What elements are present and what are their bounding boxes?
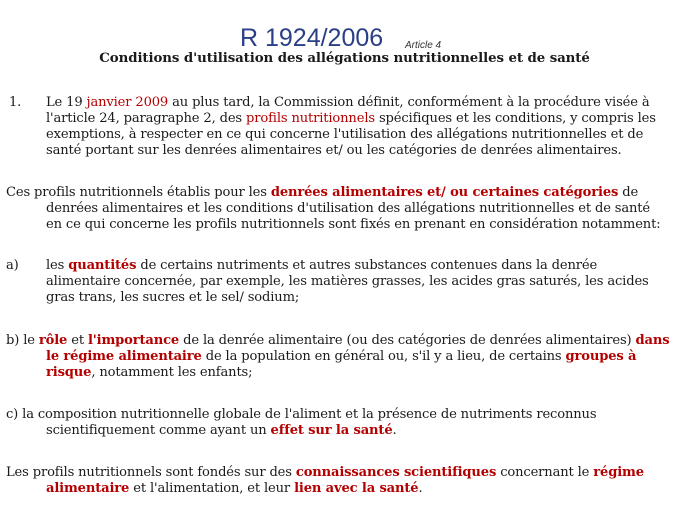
paragraph-1-line-3: exemptions, à respecter en ce qui concerne l'utilisation des allégations nutritionnelles et de [46, 127, 644, 142]
paragraph-1-number: 1. [9, 95, 22, 110]
item-b-line-2: le régime alimentaire de la population en général ou, s'il y a lieu, de certains groupes à [46, 349, 637, 364]
item-c-line-2: scientifiquement comme ayant un effet sur la santé. [46, 423, 397, 438]
page-heading: Conditions d'utilisation des allégations nutritionnelles et de santé [99, 50, 590, 66]
item-c-line-1: c) la composition nutritionnelle globale de l'aliment et la présence de nutriments reconnus [6, 407, 597, 422]
paragraph-2-line-1: Ces profils nutritionnels établis pour les denrées alimentaires et/ ou certaines catégories de [6, 185, 639, 200]
item-b-line-3: risque, notamment les enfants; [46, 365, 253, 380]
paragraph-3-line-2: alimentaire et l'alimentation, et leur lien avec la santé. [46, 481, 423, 496]
paragraph-3-line-1: Les profils nutritionnels sont fondés sur des connaissances scientifiques concernant le régime [6, 465, 644, 480]
item-a-line-2: alimentaire concernée, par exemple, les matières grasses, les acides gras saturés, les acides [46, 274, 649, 289]
paragraph-2-line-2: denrées alimentaires et les conditions d'utilisation des allégations nutritionnelles et de santé [46, 201, 651, 216]
paragraph-1-line-4: santé portant sur les denrées alimentaires et/ ou les catégories de denrées alimentaires. [46, 143, 622, 158]
item-b-line-1: b) le rôle et l'importance de la denrée alimentaire (ou des catégories de denrées alimentaires) dans [6, 333, 670, 348]
paragraph-1-line-2: l'article 24, paragraphe 2, des profils nutritionnels spécifiques et les conditions, y compris les [46, 111, 656, 126]
paragraph-2-line-3: en ce qui concerne les profils nutritionnels sont fixés en prenant en considération notamment: [46, 217, 661, 232]
item-a-line-3: gras trans, les sucres et le sel/ sodium; [46, 290, 300, 305]
item-a-line-1: les quantités de certains nutriments et autres substances contenues dans la denrée [46, 258, 598, 273]
article-label: Article 4 [405, 40, 442, 51]
item-a-label: a) [6, 258, 19, 273]
paragraph-1-line-1: Le 19 janvier 2009 au plus tard, la Commission définit, conformément à la procédure visée à [46, 95, 650, 110]
regulation-title: R 1924/2006 [240, 24, 384, 52]
